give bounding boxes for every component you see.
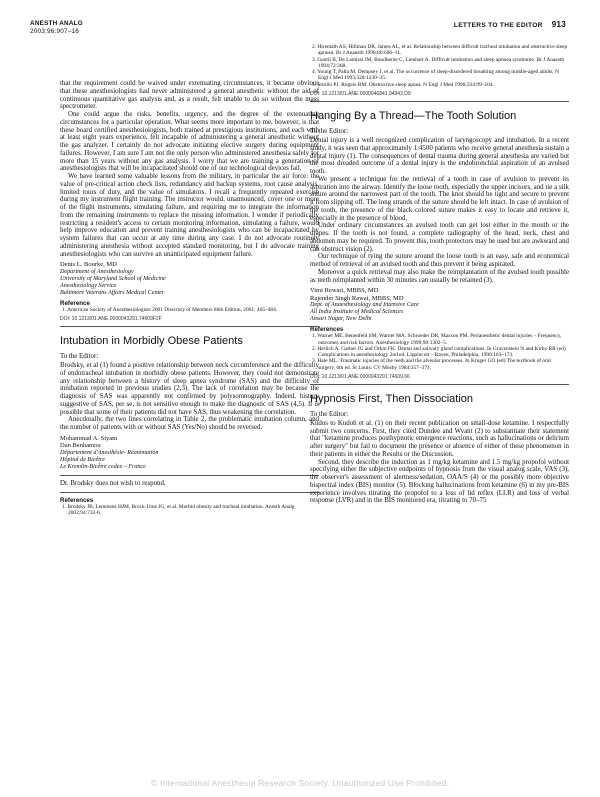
signature-block — [310, 287, 569, 323]
affiliation-line: All India Institute of Medical Sciences — [310, 309, 404, 316]
body-paragraph: Dental injury is a well recognized complication of laryngoscopy and intubation. In a recent study, it was seen that approximately 1:4500 patients who receive general anesthesia sustain a dental injury (1). The consequences of dental trauma during general anesthesia are varied but the most dreaded outcome of a dental injury is the endobronchial aspiration of an avulsed tooth. — [310, 137, 569, 176]
author-name: Mohammad A. Siyam — [60, 434, 118, 442]
affiliation-line: Département d'Anesthésie- Réanimation — [60, 449, 159, 456]
body-paragraph: Kudos to Kudoh et al. (1) on their recent publication on small-dose ketamine. I respectfully submit two concerns. First, they cited Dundee and Wyant (2) to substantiate their statement that "ketamine produces posthypnotic emergence reactions, such as hallucinations or delirium after surgery" but fail to document the presence or absence of either of these phenomenon in their patients in either the Results or the Discussion. — [310, 419, 569, 458]
body-paragraph: Brodsky, et al (1) found a positive relationship between neck circumference and the difficulty of endotracheal intubation in morbidly obese patients. However, they could not demonstrate any relationship between a history of sleep apnea syndrome (SAS) and the difficulty of intubation reported in previous studies (2,3). The lack of correlation may be because the diagnosis of SAS was apparently not confirmed by polysomnography. Indeed, history suggestive of SAS, per se, is not sensitive enough to make the diagnostic of SAS (4,5). It is possible that some of their patients did not have SAS, thus weakening the correlation. — [60, 362, 319, 416]
journal-citation: 2003;96:907–16 — [30, 27, 80, 35]
article-title: Intubation in Morbidly Obese Patients — [60, 335, 243, 348]
reference-item: 3. Gentil B, De Lamiral JM, Boudherne C, Lienhart A. Difficult intubation and sleep apnoea syndrome. Br J Anaesth 1994;72:368. — [312, 56, 565, 69]
references-heading: Reference — [60, 299, 90, 307]
body-paragraph: Second, they describe the induction as 1 mg/kg ketamine and 1.5 mg/kg propofol without specifying either the subjective endpoints of hypnosis from the visual analog scale, VAS (3), the observer's assessment of alertness/sedation, OAA/S (4) or the possibly more objective bispectral index (BIS) monitor (5). Blocking hallucinations from ketamine (6) in my pre-BIS experience involves titrating the propofol to a loss of lid reflex (LLR) and loss of verbal response (LVR) and in the BIS monitored era, titrating to 70–75 — [310, 458, 569, 505]
affiliation-line: Ansari Nagar, New Delhi — [310, 316, 372, 323]
reference-item: 5. Strollo PJ, Rogers RM. Obstructive sleep apnea. N Engl J Med 1996;334:99–104. — [312, 81, 494, 88]
body-paragraph: that the requirement could be waived under extenuating circumstances, it became obvious that these anesthesiologists had never administered a general anesthetic without the aid of continuous quantitative gas analysis and, as a result, felt unable to do so without the mass spectrometer. — [60, 80, 319, 111]
affiliation-line: Le Kremlin-Bicêtre cedex – France — [60, 463, 146, 470]
running-header — [30, 20, 83, 35]
reference-item: 3. Hale ML. Traumatic injuries of the teeth and the alveolar processes. In Kruger GO (ed) The textbook of oral surgery, 6th ed. St Louis: CV Mosby 1984;357–371. — [312, 358, 551, 371]
references-heading: References — [60, 496, 94, 504]
divider — [310, 384, 569, 385]
doi: DOI: 10.1213/01.ANE.0000046841.94943.D9 — [310, 91, 411, 98]
signature-block — [60, 435, 319, 471]
author-name: Rajender Singh Rawat, MBBS, MD — [310, 294, 404, 302]
reference-item: 1. Warner ME, Benenfeld SM, Warner MA, Schroeder DR, Maxson PM. Perianesthetic dental injuries – Frequency, outcomes and risk factors. Anesthesiology 1999;90:1302–5. — [312, 333, 562, 346]
body-paragraph: We present a technique for the retrieval of a tooth in case of avulsion to prevent its aspiration into the airway. Identify the loose tooth, especially the upper incisors, and tie a silk suture around the narrowest part of the tooth. The knot should be tight and secure to prevent it from slipping off. The long strands of the suture should be left intact. In case of avulsion of the tooth, the presence of the black colored suture makes it easy to locate and retrieve it, especially in the presence of blood. — [310, 175, 569, 222]
left-column — [60, 80, 319, 516]
affiliation-line: University of Maryland School of Medicine — [60, 275, 166, 282]
body-paragraph: One could argue the risks, benefits, urgency, and the degree of the extenuating circumstances for a particular operation. What seems more important to me, however, is that these board certified anesthesiologists, both trained at prestigious institutions, and each with at least eight years experience, felt incapable of administering a general anesthetic without the gas analyzer. I certainly do not advocate initiating elective surgery during equipment failures. However, I am sure I am not the only person who administered anesthesia safely for more than 15 years without any gas analysis. I worry that we are training a generation of anesthesiologists that will be incapacitated should one of our technological devices fail. — [60, 111, 319, 173]
doi: DOI: 10.1213/01.ANE.0000043291.74609F2F — [60, 316, 162, 323]
salutation: To the Editor: — [310, 410, 349, 418]
article-title: Hypnosis First, Then Dissociation — [310, 392, 474, 405]
affiliation-line: Department of Anesthesiology — [60, 268, 134, 275]
divider — [60, 475, 319, 476]
author-name: Vimi Rewari, MBBS, MD — [310, 287, 379, 295]
journal-name: ANESTH ANALG — [30, 20, 83, 27]
section-title: LETTERS TO THE EDITOR — [453, 22, 543, 29]
reference-item: 1. Brodsky JB, Lemmens HJM, Brock-Utne JG, et al. Morbid obesity and tracheal intubation. Anesth Analg 2002;94:732-6. — [62, 503, 295, 516]
affiliation-line: Dept. of Anaesthesiology and Intensive Care — [310, 301, 419, 308]
divider — [60, 326, 319, 327]
affiliation-line: Anesthesiology Service — [60, 282, 117, 289]
page-number: 913 — [551, 20, 566, 29]
right-column — [310, 26, 569, 505]
signature-block — [60, 261, 319, 297]
divider — [310, 101, 569, 102]
reference-item: 2. Hiremath AS, Hillman DR, James AL, et al. Relationship between difficult tracheal intubation and obstructive sleep apnoea. Br J Anaesth 1998;80:606–11. — [312, 44, 568, 57]
affiliation-line: Hôpital de Bicêtre — [60, 456, 105, 463]
divider — [60, 492, 319, 493]
body-paragraph: We have learned some valuable lessons from the military, in particular the air force: the value of pre-critical action check lists, redundancy and backup systems, root cause analysis, limited tours of duty, and the value of simulators. I recall a frequently repeated exercise during my instrument flight training. The instructor would, unannounced, cover one or more of the flight instruments, simulating failure, and requiring me to integrate the information from the remaining instruments to replace the missing information. I wonder if periodically restricting a resident's access to certain monitoring information, simulating a failure, would help improve education and prevent training anesthesiologists who can be incapacitated by system failures that can occur at any time during any case. I do not advocate routinely administering anesthesia without accepted standard monitoring, but I do advocate training anesthesiologists who can survive an unanticipated equipment failure. — [60, 173, 319, 258]
author-name: Dan Benhamou — [60, 442, 101, 450]
author-name: Denis L. Bourke, MD — [60, 261, 117, 269]
references-heading: References — [310, 326, 344, 334]
body-paragraph: Moreover a quick retrieval may also make the reimplantation of the avulsed tooth possible as teeth reimplanted within 30 minutes can usually be retained (3). — [310, 268, 569, 284]
salutation: To the Editor: — [310, 128, 349, 136]
reference-item: 4. Young T, Palta M, Dempsey J, et al. The occurrence of sleep-disordered breathing among middle-aged adults. N Engl J Med 1993;328:1230–35. — [312, 69, 560, 82]
body-paragraph: Our technique of tying the suture around the loose tooth is an easy, safe and economical method of retrieval of an avulsed tooth and thus prevent it being aspirated. — [310, 253, 569, 269]
copyright-watermark: © International Anesthesia Research Society. Unauthorized Use Prohibited. — [150, 778, 450, 788]
reply-note: Dr. Brodsky does not wish to respond. — [60, 479, 166, 487]
doi: DOI: 10.1213/01.ANE.0000043291.74609.66 — [310, 373, 410, 380]
body-paragraph: Anecdotally, the two lines correlating in Table 2, the problematic intubation column, and the number of patients with or without SAS (Yes/No) should be reversed. — [60, 416, 319, 432]
reference-item: 1. American Society of Anesthesiologists 2001 Directory of Members 66th Edition, 2001; 465–484. — [62, 306, 278, 313]
article-title: Hanging By a Thread—The Tooth Solution — [310, 110, 517, 123]
salutation: To the Editor: — [60, 353, 99, 361]
affiliation-line: Baltimore Veterans Affairs Medical Center — [60, 289, 165, 296]
reference-item: 2. Herlich A. Garber JG and Orkin FK. Dental and salivary gland complications. In Gravenstein N and Kirby RR (ed) Complications in anesthesiology 2nd ed. Lippincott – Raven, Philadelphia, 1996:163–173. — [312, 345, 566, 359]
body-paragraph: Under ordinary circumstances an avulsed tooth can get lost either in the mouth or the drapes. If the tooth is not found, a complete radiography of the head, neck, chest and abdomen may be required. To prevent this, tooth protectors may be used but are awkward and can obstruct vision (2). — [310, 222, 569, 253]
